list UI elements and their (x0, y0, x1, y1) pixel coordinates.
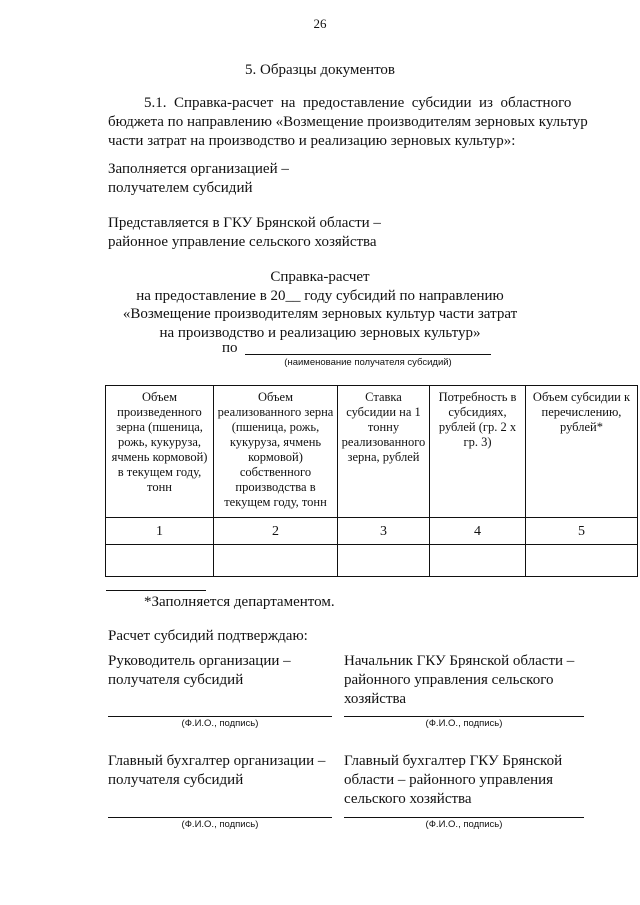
signature-role-line-2: получателя субсидий (108, 772, 244, 788)
column-number-1: 1 (106, 518, 214, 545)
table-number-row (106, 518, 638, 545)
signature-role-line-3: хозяйства (344, 691, 407, 707)
signature-role-line-1: Начальник ГКУ Брянской области – (344, 653, 575, 669)
recipient-label: по (222, 340, 238, 356)
header-cell-3: Ставка субсидии на 1 тонну реализованного зерна, рублей (338, 386, 430, 518)
signature-line-chief-accountant-gku[interactable] (344, 817, 584, 818)
signature-caption: (Ф.И.О., подпись) (181, 819, 259, 830)
submitted-to-line-2: районное управление сельского хозяйства (108, 234, 377, 250)
header-cell-5: Объем субсидии к перечислению, рублей* (526, 386, 638, 518)
header-cell-4: Потребность в субсидиях, рублей (гр. 2 х гр. 3) (430, 386, 526, 518)
filled-by-note (108, 160, 608, 198)
table-header-row (106, 386, 638, 518)
signature-role-line-1: Руководитель организации – (108, 653, 291, 669)
submitted-to-note (108, 214, 608, 252)
intro-line-3: части затрат на производство и реализацию зерновых культур»: (108, 133, 516, 149)
column-number-3: 3 (338, 518, 430, 545)
doc-title-line-1: Справка-расчет (270, 269, 370, 285)
footnote: *Заполняется департаментом. (144, 594, 335, 610)
data-cell-3[interactable] (338, 545, 430, 577)
recipient-field (222, 340, 502, 368)
signature-role-line-1: Главный бухгалтер ГКУ Брянской (344, 753, 563, 769)
signature-caption: (Ф.И.О., подпись) (425, 819, 503, 830)
signature-line-chief-accountant-organization[interactable] (108, 817, 332, 818)
signature-role-line-2: районного управления сельского (344, 672, 554, 688)
filled-by-line-2: получателем субсидий (108, 180, 253, 196)
signature-head-of-gku (344, 652, 614, 709)
signature-caption: (Ф.И.О., подпись) (425, 718, 503, 729)
signature-caption: (Ф.И.О., подпись) (181, 718, 259, 729)
signature-line-head-of-gku[interactable] (344, 716, 584, 717)
intro-line-2: бюджета по направлению «Возмещение производителям зерновых культур (108, 114, 588, 130)
table-data-row (106, 545, 638, 577)
intro-paragraph (108, 94, 608, 151)
doc-title-line-3: «Возмещение производителям зерновых культур части затрат (122, 306, 518, 322)
section-title: 5. Образцы документов (244, 62, 396, 78)
signature-line-head-of-organization[interactable] (108, 716, 332, 717)
header-cell-2: Объем реализованного зерна (пшеница, рожь, кукуруза, ячмень кормовой) собственного производства в текущем году, тонн (214, 386, 338, 518)
column-number-5: 5 (526, 518, 638, 545)
data-cell-4[interactable] (430, 545, 526, 577)
column-number-2: 2 (214, 518, 338, 545)
footnote-divider (106, 590, 206, 591)
confirmation-text: Расчет субсидий подтверждаю: (108, 628, 308, 644)
intro-line-1: 5.1. Справка-расчет на предоставление субсидии из областного (144, 95, 572, 111)
data-cell-5[interactable] (526, 545, 638, 577)
signature-role-line-1: Главный бухгалтер организации – (108, 753, 326, 769)
recipient-caption: (наименование получателя субсидий) (284, 357, 452, 368)
header-cell-1: Объем произведенного зерна (пшеница, рожь, кукуруза, ячмень кормовой) в текущем году, тонн (106, 386, 214, 518)
subsidy-table (105, 385, 638, 577)
signature-role-line-3: сельского хозяйства (344, 791, 472, 807)
signature-chief-accountant-gku (344, 752, 614, 809)
doc-title-line-4: на производство и реализацию зерновых культур» (159, 324, 481, 341)
filled-by-line-1: Заполняется организацией – (108, 161, 289, 177)
doc-title-line-2: на предоставление в 20__ году субсидий по направлению (136, 287, 504, 304)
document-title (0, 268, 640, 342)
signature-chief-accountant-organization (108, 752, 338, 790)
submitted-to-line-1: Представляется в ГКУ Брянской области – (108, 215, 381, 231)
signature-head-of-organization (108, 652, 338, 690)
signature-role-line-2: получателя субсидий (108, 672, 244, 688)
page-number: 26 (313, 16, 327, 31)
signature-role-line-2: области – районного управления (344, 772, 554, 788)
column-number-4: 4 (430, 518, 526, 545)
data-cell-2[interactable] (214, 545, 338, 577)
data-cell-1[interactable] (106, 545, 214, 577)
